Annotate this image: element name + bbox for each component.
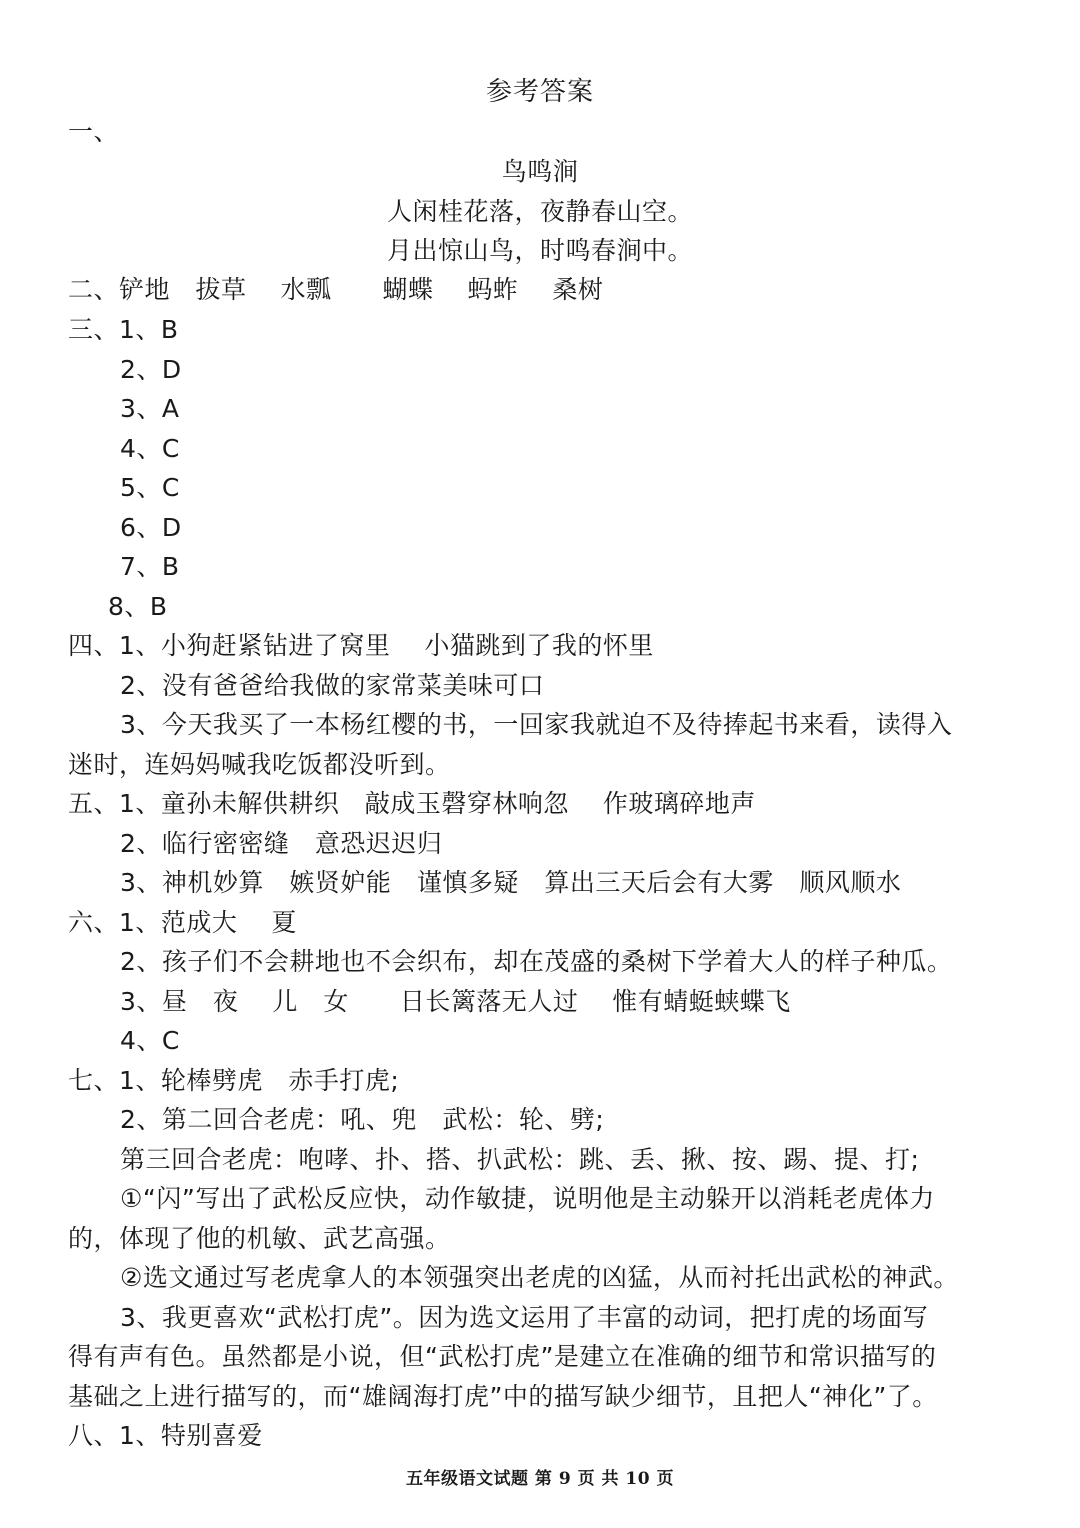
answer-line: 3、A [120,394,180,423]
answer-line: ①“闪”写出了武松反应快，动作敏捷，说明他是主动躲开以消耗老虎体力 [120,1184,935,1213]
answer-line: 八、1、特别喜爱 [68,1421,263,1450]
poem-line: 人闲桂花落，夜静春山空。 [386,197,693,226]
answer-line: 的，体现了他的机敏、武艺高强。 [68,1224,451,1253]
answer-line: 第三回合老虎：咆哮、扑、搭、扒武松：跳、丢、揪、按、踢、提、打; [120,1145,920,1174]
answer-line: ②选文通过写老虎拿人的本领强突出老虎的凶猛，从而衬托出武松的神武。 [120,1263,959,1292]
answer-line: 4、C [120,434,180,463]
answer-line: 6、D [120,513,182,542]
answer-line: 3、今天我买了一本杨红樱的书，一回家我就迫不及待捧起书来看，读得入 [120,710,953,739]
answer-line: 七、1、轮棒劈虎 赤手打虎; [68,1066,400,1095]
answer-line: 7、B [120,552,180,581]
answer-line: 四、1、小狗赶紧钻进了窝里 小猫跳到了我的怀里 [68,631,654,660]
answer-line: 得有声有色。虽然都是小说，但“武松打虎”是建立在准确的细节和常识描写的 [68,1342,937,1371]
answer-line: 二、铲地 拔草 水瓢 蝴蝶 蚂蚱 桑树 [68,275,604,304]
answer-line: 2、没有爸爸给我做的家常菜美味可口 [120,671,545,700]
section-1-label: 一、 [68,117,120,146]
poem-line: 月出惊山鸟，时鸣春涧中。 [386,236,693,265]
page-footer: 五年级语文试题 第 9 页 共 10 页 [406,1469,674,1489]
answer-line: 4、C [120,1026,180,1055]
answer-line: 5、C [120,473,180,502]
answer-line: 五、1、童孙未解供耕织 敲成玉磬穿林响忽 作玻璃碎地声 [68,789,756,818]
answer-line: 2、临行密密缝 意恐迟迟归 [120,829,443,858]
page-title: 参考答案 [485,77,594,107]
poem-title: 鸟鸣涧 [501,157,579,186]
answer-line: 2、D [120,355,182,384]
answer-line: 3、神机妙算 嫉贤妒能 谨慎多疑 算出三天后会有大雾 顺风顺水 [120,868,902,897]
answer-line: 3、昼 夜 儿 女 日长篱落无人过 惟有蜻蜓蛱蝶飞 [120,987,791,1016]
answer-line: 基础之上进行描写的，而“雄阔海打虎”中的描写缺少细节，且把人“神化”了。 [68,1382,938,1411]
answer-line: 8、B [108,592,168,621]
answer-line: 迷时，连妈妈喊我吃饭都没听到。 [68,750,451,779]
answer-line: 三、1、B [68,315,179,344]
answer-line: 3、我更喜欢“武松打虎”。因为选文运用了丰富的动词，把打虎的场面写 [120,1303,929,1332]
answer-line: 2、第二回合老虎：吼、兜 武松：轮、劈; [120,1105,605,1134]
answer-line: 六、1、范成大 夏 [68,908,297,937]
answer-line: 2、孩子们不会耕地也不会织布，却在茂盛的桑树下学着大人的样子种瓜。 [120,947,953,976]
